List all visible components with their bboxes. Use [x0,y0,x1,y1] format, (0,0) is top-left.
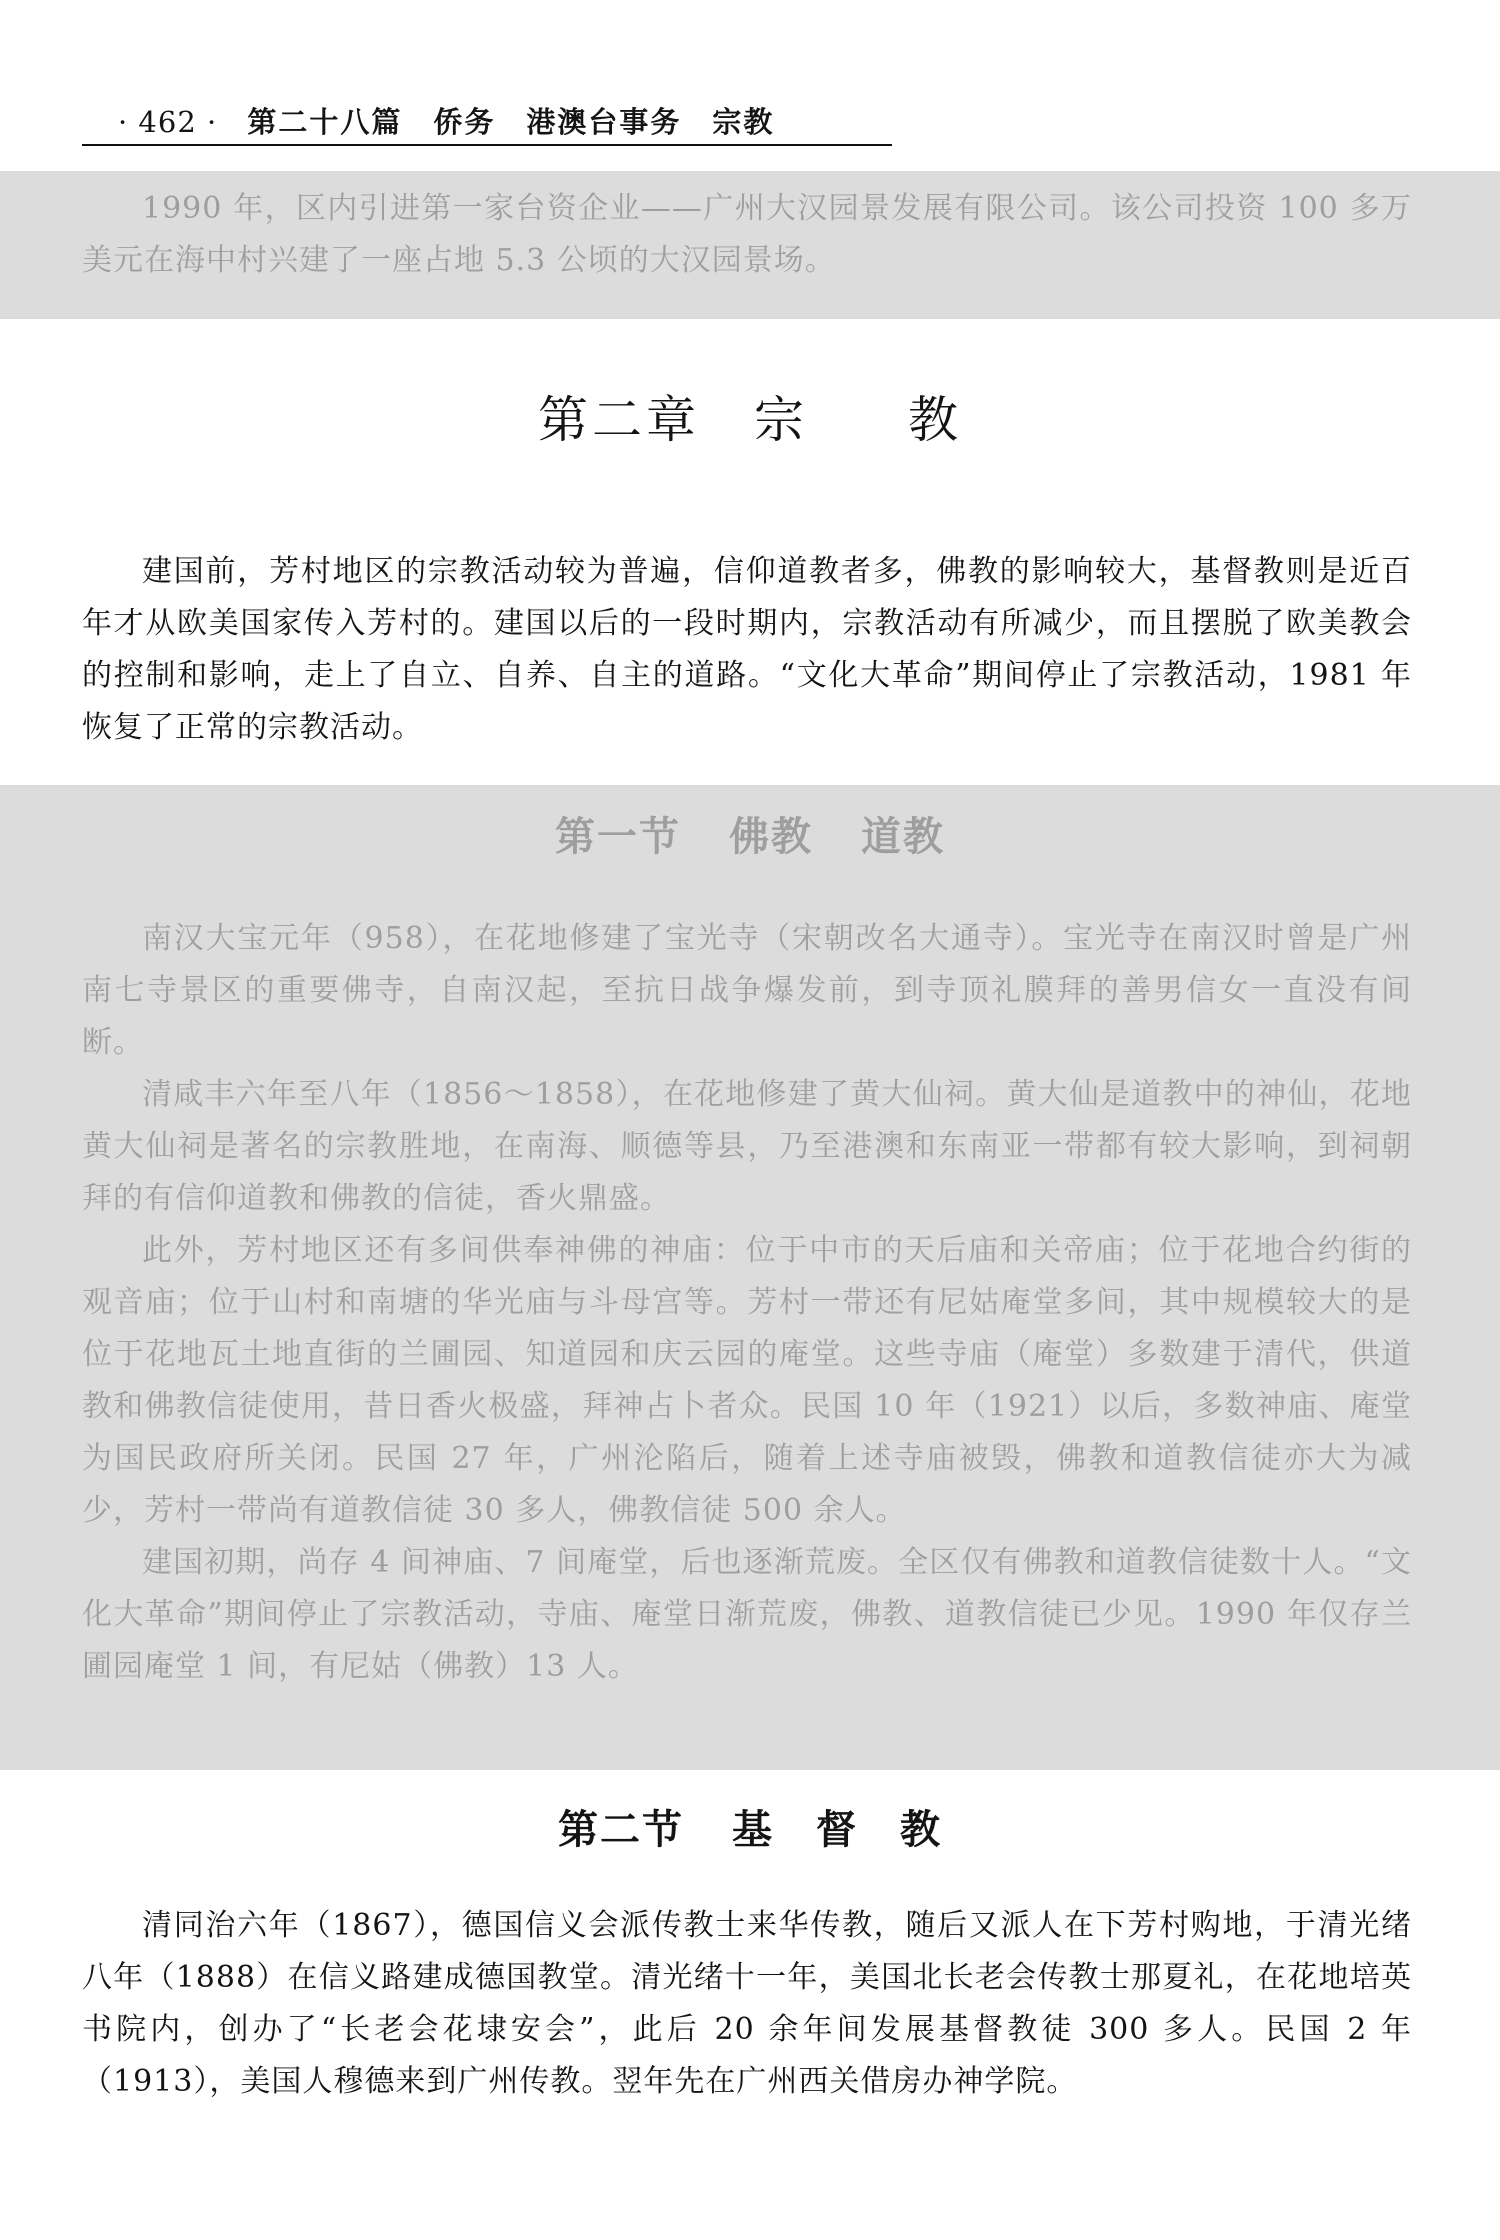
section2-body [82,1900,1412,2108]
chapter-intro [82,546,1412,754]
section1-body [82,913,1412,1693]
section1-title [0,805,1500,862]
section2-paragraph: 清同治六年（1867），德国信义会派传教士来华传教，随后又派人在下芳村购地，于清光绪八年（1888）在信义路建成德国教堂。清光绪十一年，美国北长老会传教士那夏礼，在花地培英书院内，创办了“长老会花埭安会”，此后 20 余年间发展基督教徒 300 多人。民国 2 年（1913），美国人穆德来到广州传教。翌年先在广州西关借房办神学院。 [82,1908,1412,2099]
section1-title-b: 道教 [861,814,945,860]
top-shaded-block [0,171,1500,319]
chapter-title [0,380,1500,452]
chapter-title-part1: 第二章 宗 [538,391,808,449]
section2-title [0,1798,1500,1855]
section1-shaded-block [0,785,1500,1770]
section2-title-text: 基 督 教 [732,1807,942,1853]
section1-label: 第一节 [555,814,681,860]
header-title: 第二十八篇 侨务 港澳台事务 宗教 [247,105,775,139]
top-paragraph: 1990 年，区内引进第一家台资企业——广州大汉园景发展有限公司。该公司投资 100 多万美元在海中村兴建了一座占地 5.3 公顷的大汉园景场。 [82,191,1412,278]
running-header [82,100,892,146]
section1-paragraph: 此外，芳村地区还有多间供奉神佛的神庙：位于中市的天后庙和关帝庙；位于花地合约街的观音庙；位于山村和南塘的华光庙与斗母宫等。芳村一带还有尼姑庵堂多间，其中规模较大的是位于花地瓦土地直街的兰圃园、知道园和庆云园的庵堂。这些寺庙（庵堂）多数建于清代，供道教和佛教信徒使用，昔日香火极盛，拜神占卜者众。民国 10 年（1921）以后，多数神庙、庵堂为国民政府所关闭。民国 27 年，广州沦陷后，随着上述寺庙被毁，佛教和道教信徒亦大为减少，芳村一带尚有道教信徒 30 多人，佛教信徒 500 余人。 [82,1233,1412,1528]
chapter-title-part2: 教 [908,391,962,449]
section1-paragraph: 清咸丰六年至八年（1856～1858），在花地修建了黄大仙祠。黄大仙是道教中的神仙，花地黄大仙祠是著名的宗教胜地，在南海、顺德等县，乃至港澳和东南亚一带都有较大影响，到祠朝拜的有信仰道教和佛教的信徒，香火鼎盛。 [82,1077,1412,1216]
intro-paragraph: 建国前，芳村地区的宗教活动较为普遍，信仰道教者多，佛教的影响较大，基督教则是近百年才从欧美国家传入芳村的。建国以后的一段时期内，宗教活动有所减少，而且摆脱了欧美教会的控制和影响，走上了自立、自养、自主的道路。“文化大革命”期间停止了宗教活动，1981 年恢复了正常的宗教活动。 [82,554,1412,745]
section1-paragraph: 建国初期，尚存 4 间神庙、7 间庵堂，后也逐渐荒废。全区仅有佛教和道教信徒数十人。“文化大革命”期间停止了宗教活动，寺庙、庵堂日渐荒废，佛教、道教信徒已少见。1990 年仅存兰圃园庵堂 1 间，有尼姑（佛教）13 人。 [82,1545,1412,1684]
page-number: · 462 · [118,105,218,139]
section1-title-a: 佛教 [729,814,813,860]
section1-paragraph: 南汉大宝元年（958），在花地修建了宝光寺（宋朝改名大通寺）。宝光寺在南汉时曾是广州南七寺景区的重要佛寺，自南汉起，至抗日战争爆发前，到寺顶礼膜拜的善男信女一直没有间断。 [82,921,1412,1060]
section2-label: 第二节 [558,1807,684,1853]
